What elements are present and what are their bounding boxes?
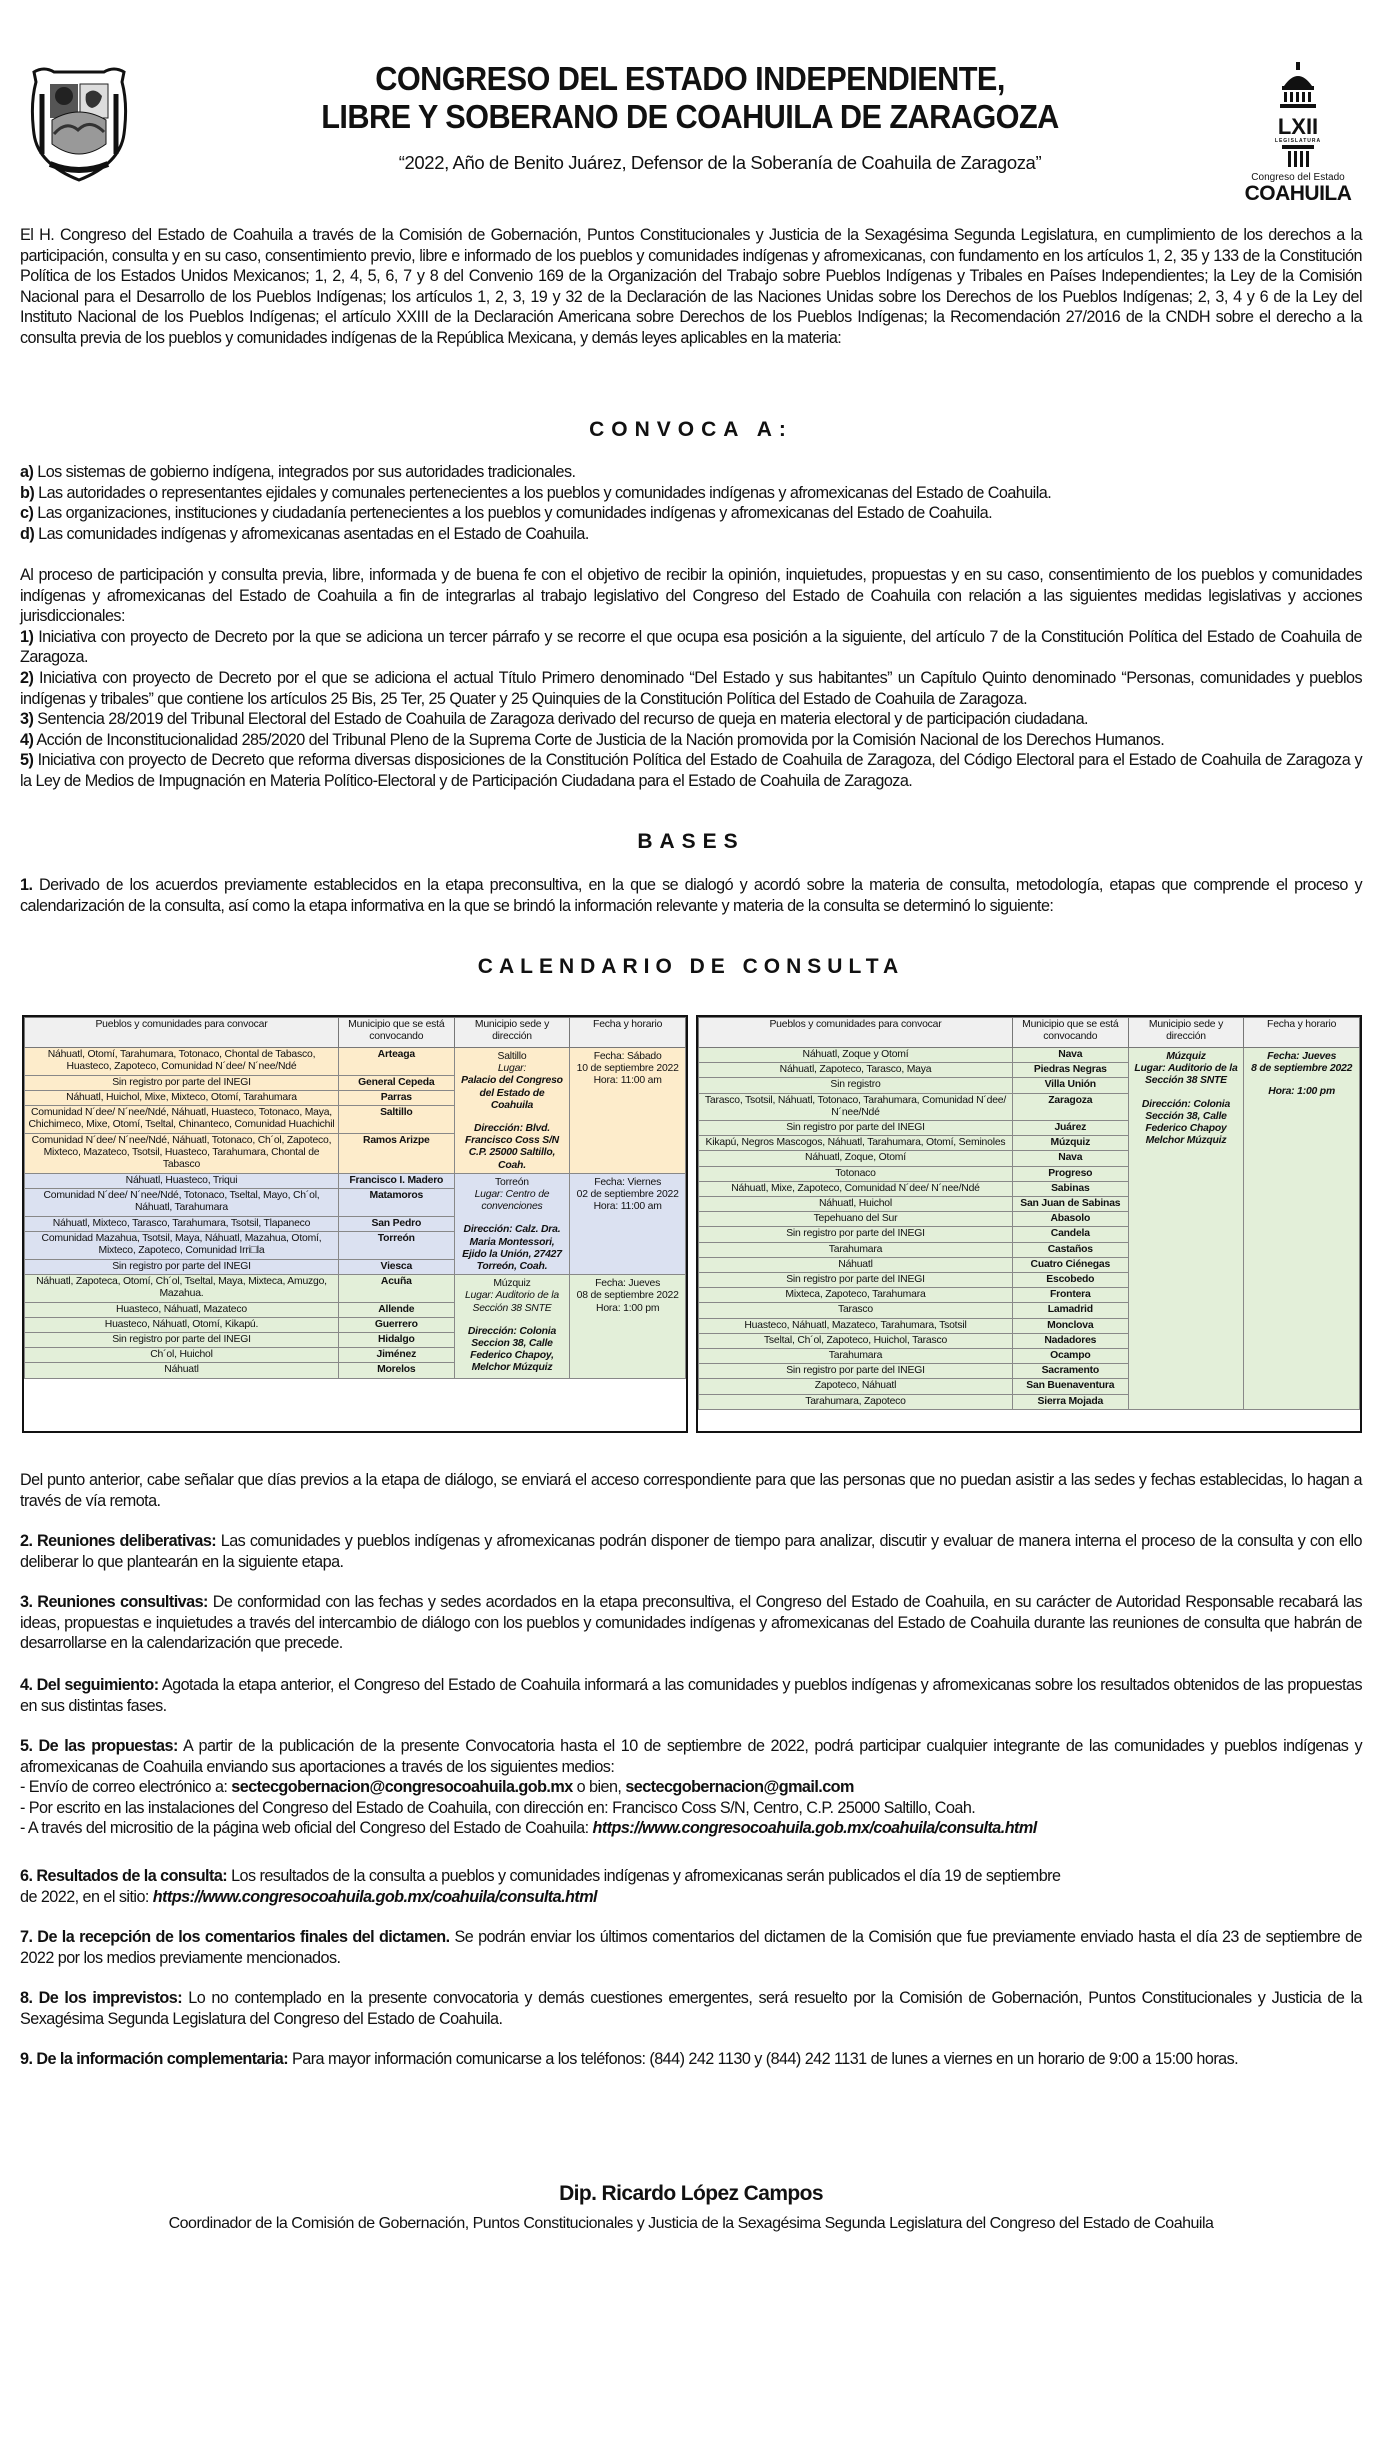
base-item-text: A partir de la publicación de la presente Convocatoria hasta el 10 de septiembre de 2022, podrá participar cualquier integrante de las comunidades y pueblos indígenas y afromexicanas de Coahuila enviando sus aportaciones a través de los siguientes medios: (20, 1737, 1362, 1776)
table-row (25, 1048, 686, 1076)
table-row (25, 1173, 686, 1188)
fecha-hora: Hora: 11:00 am (593, 1075, 662, 1087)
fecha-fecha: 10 de septiembre 2022 (576, 1063, 679, 1075)
cell-municipio: Juárez (1012, 1121, 1128, 1136)
page-title (234, 60, 1145, 136)
base-item-label: 6. Resultados de la consulta: (20, 1867, 228, 1885)
cell-municipio: Francisco I. Madero (338, 1173, 454, 1188)
medida-item-label: 3) (20, 710, 34, 729)
bases-item-label: 1. (20, 876, 33, 894)
header-pueblos: Pueblos y comunidades para convocar (25, 1018, 339, 1048)
convoca-list (20, 462, 1362, 544)
medida-item-text: Sentencia 28/2019 del Tribunal Electoral del Estado de Coahuila de Zaragoza derivado del recurso de queja en materia electoral y de participación ciudadana. (33, 710, 1089, 729)
cell-pueblos: Comunidad N´dee/ N´nee/Ndé, Náhuatl, Totonaco, Ch´ol, Zapoteco, Mixteco, Mazateco, Tsotsil, Huasteco, Tarahumara, Chontal de Tabasco (25, 1133, 339, 1173)
cell-fecha (570, 1275, 686, 1378)
cell-municipio: Abasolo (1012, 1212, 1128, 1227)
cell-pueblos: Totonaco (699, 1166, 1013, 1181)
sede-direccion: Dirección: Blvd. Francisco Coss S/N C.P. 25000 Saltillo, Coah. (464, 1123, 559, 1171)
cell-pueblos: Ch´ol, Huichol (25, 1348, 339, 1363)
header-municipio: Municipio que se está convocando (338, 1018, 454, 1048)
convoca-item-text: Las organizaciones, instituciones y ciudadanía pertenecientes a los pueblos y comunidades indígenas y afromexicanas del Estado de Coahuila. (33, 504, 993, 523)
cell-municipio: Múzquiz (1012, 1136, 1128, 1151)
convoca-item-text: Las comunidades indígenas y afromexicanas asentadas en el Estado de Coahuila. (34, 524, 589, 543)
cell-pueblos: Tseltal, Ch´ol, Zapoteco, Huichol, Tarasco (699, 1333, 1013, 1348)
medida-item (20, 709, 1362, 730)
cell-pueblos: Náhuatl (699, 1257, 1013, 1272)
cell-municipio: Zaragoza (1012, 1093, 1128, 1120)
logo-sub: LEGISLATURA (1274, 138, 1322, 144)
calendar-table-right (696, 1015, 1362, 1433)
fecha-fecha: 02 de septiembre 2022 (576, 1189, 679, 1201)
cell-municipio: Acuña (338, 1275, 454, 1302)
cell-municipio: Morelos (338, 1363, 454, 1378)
convoca-item-label: b) (20, 483, 35, 502)
congreso-coahuila-logo (1238, 62, 1358, 205)
cell-municipio: Castaños (1012, 1242, 1128, 1257)
cell-pueblos: Tarasco (699, 1303, 1013, 1318)
cell-sede (454, 1048, 570, 1174)
convoca-item-text: Los sistemas de gobierno indígena, integrados por sus autoridades tradicionales. (33, 463, 576, 481)
table-row (699, 1048, 1360, 1063)
cell-municipio: San Pedro (338, 1216, 454, 1231)
sede-ciudad: Saltillo (497, 1051, 527, 1062)
cell-municipio: Monclova (1012, 1318, 1128, 1333)
logo-numeral: LXII (1277, 114, 1319, 139)
cell-municipio: San Buenaventura (1012, 1379, 1128, 1394)
cell-pueblos: Náhuatl (25, 1363, 339, 1378)
cell-municipio: General Cepeda (338, 1075, 454, 1090)
proceso-intro: Al proceso de participación y consulta previa, libre, informada y de buena fe con el objetivo de recibir la opinión, inquietudes, propuestas y en su caso, consentimiento de los pueblos y comunidades indígenas y afromexicanas del Estado de Coahuila a fin de integrarlas al trabajo legislativo del Congreso del Estado de Coahuila con relación a las siguientes medidas legislativas y acciones jurisdiccionales: (20, 566, 1362, 626)
cell-pueblos: Náhuatl, Huichol (699, 1197, 1013, 1212)
cell-municipio: Hidalgo (338, 1333, 454, 1348)
base-item-label: 7. De la recepción de los comentarios finales del dictamen. (20, 1928, 450, 1946)
base-item-label: 4. Del seguimiento: (20, 1676, 159, 1694)
email-prefix: - Envío de correo electrónico a: (20, 1778, 232, 1797)
web-prefix: - A través del micrositio de la página web oficial del Congreso del Estado de Coahuila: (20, 1819, 593, 1838)
base-item-8 (20, 1988, 1362, 2029)
cell-municipio: Progreso (1012, 1166, 1128, 1181)
logo-line-1: Congreso del Estado (1251, 172, 1345, 183)
medida-item-text: Iniciativa con proyecto de Decreto por el que se adiciona el actual Título Primero denominado “Del Estado y sus habitantes” un Capítulo Quinto denominado “Personas, comunidades y pueblos indígenas y tribales” que contiene los artículos 25 Bis, 25 Ter, 25 Quater y 25 Quinquies de la Constitución Política del Estado de Coahuila de Zaragoza. (20, 668, 1362, 708)
cell-municipio: Allende (338, 1302, 454, 1317)
base-item-5 (20, 1736, 1362, 1839)
medida-item (20, 730, 1362, 751)
sede-direccion: Dirección: Colonia Seccion 38, Calle Federico Chapoy, Melchor Múzquiz (467, 1325, 557, 1374)
cell-pueblos: Náhuatl, Zapoteco, Tarasco, Maya (699, 1063, 1013, 1078)
results-link[interactable]: https://www.congresocoahuila.gob.mx/coahuila/consulta.html (152, 1887, 597, 1906)
base-item-4 (20, 1675, 1362, 1716)
bases-item-text: Derivado de los acuerdos previamente establecidos en la etapa preconsultiva, en la que se dialogó y acordó sobre la materia de consulta, metodología, etapas que comprende el proceso y calendarización de la consulta, así como la etapa informativa en la que se brindó la información relevante y materia de la consulta se determinó lo siguiente: (20, 876, 1362, 915)
cell-pueblos: Sin registro por parte del INEGI (25, 1259, 339, 1274)
column-icon (1278, 145, 1318, 167)
resultados-text-2: de 2022, en el sitio: (20, 1887, 153, 1906)
sede-lugar: Lugar: Auditorio de la Sección 38 SNTE (464, 1290, 559, 1314)
base-item-text: Los resultados de la consulta a pueblos y comunidades indígenas y afromexicanas serán publicados el día 19 de septiembre (227, 1867, 1061, 1885)
fecha-fecha: 08 de septiembre 2022 (576, 1290, 679, 1302)
cell-municipio: Candela (1012, 1227, 1128, 1242)
convoca-item (20, 503, 1362, 524)
cell-pueblos: Comunidad N´dee/ N´nee/Ndé, Náhuatl, Huasteco, Totonaco, Maya, Chichimeco, Mixe, Otomí, Tseltal, Chinanteco, Comunidad Huachichil (25, 1106, 339, 1134)
medida-item-label: 1) (20, 627, 34, 646)
title-line-1: CONGRESO DEL ESTADO INDEPENDIENTE, (375, 60, 1005, 97)
cell-pueblos: Náhuatl, Zapoteca, Otomí, Ch´ol, Tseltal, Maya, Mixteca, Amuzgo, Mazahua. (25, 1275, 339, 1302)
cell-pueblos: Náhuatl, Mixteco, Tarasco, Tarahumara, Tsotsil, Tlapaneco (25, 1216, 339, 1231)
medida-item-label: 4) (20, 730, 34, 749)
cell-municipio: Ramos Arizpe (338, 1133, 454, 1173)
email-link-2[interactable]: sectecgobernacion@gmail.com (625, 1778, 854, 1797)
header-pueblos: Pueblos y comunidades para convocar (699, 1018, 1013, 1048)
seal-icon (24, 64, 134, 184)
header-sede: Municipio sede y dirección (454, 1018, 570, 1048)
base-item-text: De conformidad con las fechas y sedes acordados en la etapa preconsultiva, el Congreso del Estado de Coahuila, en su carácter de Autoridad Responsable recabará las ideas, propuestas e inquietudes a través del intercambio de diálogo con los pueblos y comunidades indígenas y afromexicanas del Estado de Coahuila durante las reuniones de consulta que habrán de desarrollarse en la calendarización que precede. (20, 1593, 1362, 1653)
fecha-dia: Fecha: Jueves (1267, 1051, 1337, 1062)
document-header (0, 40, 1382, 205)
cell-pueblos: Náhuatl, Zoque, Otomí (699, 1151, 1013, 1166)
base-item-text: Lo no contemplado en la presente convocatoria y demás cuestiones emergentes, será resuelto por la Comisión de Gobernación, Puntos Constitucionales y Justicia de la Sexagésima Segunda Legislatura del Congreso del Estado de Coahuila. (20, 1989, 1362, 2028)
cell-pueblos: Huasteco, Náhuatl, Mazateco, Tarahumara, Tsotsil (699, 1318, 1013, 1333)
fecha-fecha: 8 de septiembre 2022 (1251, 1063, 1353, 1075)
cell-municipio: Saltillo (338, 1106, 454, 1134)
cell-pueblos: Zapoteco, Náhuatl (699, 1379, 1013, 1394)
base-item-7 (20, 1927, 1362, 1968)
remote-note: Del punto anterior, cabe señalar que días previos a la etapa de diálogo, se enviará el acceso correspondiente para que las personas que no puedan asistir a las sedes y fechas establecidas, lo hagan a través de vía remota. (20, 1471, 1362, 1510)
cell-municipio: Escobedo (1012, 1273, 1128, 1288)
cell-municipio: Ocampo (1012, 1349, 1128, 1364)
base-item-label: 2. Reuniones deliberativas: (20, 1532, 217, 1550)
calendario-heading: CALENDARIO DE CONSULTA (477, 955, 905, 978)
cell-municipio: Nava (1012, 1048, 1128, 1063)
cell-fecha (570, 1173, 686, 1274)
base-item-6 (20, 1866, 1362, 1907)
medida-item-label: 2) (20, 668, 34, 687)
convoca-item-text: Las autoridades o representantes ejidales y comunales pertenecientes a los pueblos y comunidades indígenas y afromexicanas del Estado de Coahuila. (34, 483, 1052, 502)
cell-pueblos: Kikapú, Negros Mascogos, Náhuatl, Tarahumara, Otomí, Seminoles (699, 1136, 1013, 1151)
title-line-2: LIBRE Y SOBERANO DE COAHUILA DE ZARAGOZA (321, 98, 1059, 135)
convoca-item-label: a) (20, 463, 34, 481)
sede-lugar-label: Lugar: (497, 1063, 527, 1075)
cell-municipio: Guerrero (338, 1317, 454, 1332)
medida-item-text: Acción de Inconstitucionalidad 285/2020 del Tribunal Pleno de la Suprema Corte de Justicia de la Nación promovida por la Comisión Nacional de los Derechos Humanos. (33, 730, 1165, 749)
fecha-dia: Fecha: Jueves (595, 1278, 661, 1290)
medida-item-text: Iniciativa con proyecto de Decreto que reforma diversas disposiciones de la Constitución Política del Estado de Coahuila de Zaragoza, del Código Electoral para el Estado de Coahuila de Zaragoza y la Ley de Medios de Impugnación en Materia Político-Electoral y de Participación Ciudadana para el Estado de Coahuila de Zaragoza. (20, 751, 1362, 790)
medida-item (20, 750, 1362, 791)
cell-municipio: Arteaga (338, 1048, 454, 1076)
cell-pueblos: Náhuatl, Zoque y Otomí (699, 1048, 1013, 1063)
sede-lugar: Lugar: Centro de convenciones (474, 1189, 550, 1213)
cell-pueblos: Sin registro por parte del INEGI (699, 1227, 1013, 1242)
convoca-item-label: c) (20, 504, 34, 523)
header-sede: Municipio sede y dirección (1128, 1018, 1244, 1048)
cell-pueblos: Náhuatl, Huichol, Mixe, Mixteco, Otomí, Tarahumara (25, 1090, 339, 1105)
base-item-label: 3. Reuniones consultivas: (20, 1593, 208, 1611)
header-municipio: Municipio que se está convocando (1012, 1018, 1128, 1048)
cell-pueblos: Sin registro por parte del INEGI (699, 1364, 1013, 1379)
cell-municipio: Nadadores (1012, 1333, 1128, 1348)
cell-pueblos: Tarahumara (699, 1349, 1013, 1364)
cell-municipio: Matamoros (338, 1189, 454, 1217)
cell-pueblos: Tarasco, Tsotsil, Náhuatl, Totonaco, Tarahumara, Comunidad N´dee/ N´nee/Ndé (699, 1093, 1013, 1120)
cell-municipio: Piedras Negras (1012, 1063, 1128, 1078)
cell-sede (1128, 1048, 1244, 1410)
web-link[interactable]: https://www.congresocoahuila.gob.mx/coahuila/consulta.html (592, 1819, 1037, 1838)
sede-direccion: Dirección: Colonia Sección 38, Calle Federico Chapoy Melchor Múzquiz (1141, 1098, 1231, 1147)
base-item-label: 9. De la información complementaria: (20, 2050, 289, 2068)
escrito-line: - Por escrito en las instalaciones del Congreso del Estado de Coahuila, con dirección en: Francisco Coss S/N, Centro, C.P. 25000 Saltillo, Coah. (20, 1798, 976, 1817)
cell-pueblos: Náhuatl, Mixe, Zapoteco, Comunidad N´dee/ N´nee/Ndé (699, 1181, 1013, 1196)
capitol-dome-icon (1268, 62, 1328, 114)
calendar-table-left (22, 1015, 688, 1433)
cell-pueblos: Sin registro por parte del INEGI (25, 1333, 339, 1348)
cell-sede (454, 1275, 570, 1378)
cell-pueblos: Tepehuano del Sur (699, 1212, 1013, 1227)
convoca-item (20, 462, 1362, 483)
convoca-item (20, 483, 1362, 504)
sede-lugar: Palacio del Congreso del Estado de Coahuila (461, 1075, 563, 1111)
base-item-label: 8. De los imprevistos: (20, 1989, 183, 2007)
bases-item-1 (20, 875, 1362, 916)
convoca-heading: CONVOCA A: (589, 418, 793, 441)
cell-pueblos: Comunidad N´dee/ N´nee/Ndé, Totonaco, Tseltal, Mayo, Ch´ol, Náhuatl, Tarahumara (25, 1189, 339, 1217)
cell-pueblos: Sin registro por parte del INEGI (25, 1075, 339, 1090)
sede-ciudad: Múzquiz (1166, 1051, 1206, 1062)
base-item-text: Se podrán enviar los últimos comentarios del dictamen de la Comisión que fue previamente enviado hasta el día 23 de septiembre de 2022 por los medios previamente mencionados. (20, 1928, 1362, 1967)
cell-fecha (570, 1048, 686, 1174)
cell-pueblos: Tarahumara, Zapoteco (699, 1394, 1013, 1409)
cell-municipio: Sierra Mojada (1012, 1394, 1128, 1409)
logo-line-2: COAHUILA (1244, 182, 1352, 205)
header-fecha: Fecha y horario (570, 1018, 686, 1048)
sede-lugar: Lugar: Auditorio de la Sección 38 SNTE (1134, 1063, 1238, 1087)
cell-pueblos: Huasteco, Náhuatl, Mazateco (25, 1302, 339, 1317)
cell-municipio: Villa Unión (1012, 1078, 1128, 1093)
base-item-text: Agotada la etapa anterior, el Congreso del Estado de Coahuila informará a las comunidades y pueblos indígenas y afromexicanas sobre los resultados obtenidos de las propuestas en sus distintas fases. (20, 1676, 1362, 1715)
cell-municipio: Sacramento (1012, 1364, 1128, 1379)
bases-heading: BASES (637, 830, 745, 853)
cell-municipio: San Juan de Sabinas (1012, 1197, 1128, 1212)
header-fecha: Fecha y horario (1244, 1018, 1360, 1048)
fecha-hora: Hora: 11:00 am (593, 1201, 662, 1213)
cell-municipio: Sabinas (1012, 1181, 1128, 1196)
sede-ciudad: Múzquiz (493, 1278, 531, 1290)
base-item-label: 5. De las propuestas: (20, 1737, 178, 1755)
cell-fecha (1244, 1048, 1360, 1410)
cell-pueblos: Tarahumara (699, 1242, 1013, 1257)
fecha-dia: Fecha: Sábado (593, 1051, 662, 1062)
convoca-item-label: d) (20, 524, 35, 543)
intro-paragraph: El H. Congreso del Estado de Coahuila a través de la Comisión de Gobernación, Puntos Constitucionales y Justicia de la Sexagésima Segunda Legislatura, en cumplimiento de los derechos a la participación, consulta y en su caso, consentimiento previo, libre e informado de los pueblos y comunidades indígenas y afromexicanas, con fundamento en los artículos 1, 2, 35 y 133 de la Constitución Política de los Estados Unidos Mexicanos; 1, 2, 4, 5, 6, 7 y 8 del Convenio 169 de la Organización del Trabajo sobre Pueblos Indígenas y Tribales en Países Independientes; la Ley de la Comisión Nacional para el Desarrollo de los Pueblos Indígenas; los artículos 1, 2, 3, 19 y 32 de la Declaración de las Naciones Unidas sobre los Derechos de los Pueblos Indígenas; 2, 3, 4 y 6 de la Ley del Instituto Nacional de los Pueblos Indígenas; el artículo XXIII de la Declaración Americana sobre Derechos de los Pueblos Indígenas; la Recomendación 27/2016 de la CNDH sobre el derecho a la consulta previa de los pueblos y comunidades indígenas de la República Mexicana, y demás leyes aplicables en la materia: (20, 226, 1362, 347)
cell-sede (454, 1173, 570, 1274)
proceso-section (20, 565, 1362, 792)
cell-pueblos: Náhuatl, Huasteco, Triqui (25, 1173, 339, 1188)
medida-item (20, 627, 1362, 668)
table-header-row (699, 1018, 1360, 1048)
email-link-1[interactable]: sectecgobernacion@congresocoahuila.gob.mx (231, 1778, 573, 1797)
cell-pueblos: Mixteca, Zapoteco, Tarahumara (699, 1288, 1013, 1303)
cell-municipio: Lamadrid (1012, 1303, 1128, 1318)
motto: “2022, Año de Benito Juárez, Defensor de la Soberanía de Coahuila de Zaragoza” (398, 152, 1042, 173)
base-item-2 (20, 1531, 1362, 1572)
medida-item-label: 5) (20, 751, 34, 770)
signature-name: Dip. Ricardo López Campos (559, 2182, 823, 2205)
cell-municipio: Nava (1012, 1151, 1128, 1166)
medida-item (20, 668, 1362, 709)
cell-municipio: Viesca (338, 1259, 454, 1274)
base-item-9 (20, 2049, 1362, 2070)
cell-municipio: Torreón (338, 1232, 454, 1260)
fecha-hora: Hora: 1:00 pm (596, 1302, 660, 1314)
cell-municipio: Jiménez (338, 1348, 454, 1363)
base-item-text: Las comunidades y pueblos indígenas y afromexicanas podrán disponer de tiempo para analizar, discutir y evaluar de manera interna el proceso de la consulta y con ello deliberar lo que plantearán en la siguiente etapa. (20, 1532, 1362, 1571)
cell-pueblos: Comunidad Mazahua, Tsotsil, Maya, Náhuatl, Mazahua, Otomí, Mixteco, Zapoteco, Comunidad Irri□la (25, 1232, 339, 1260)
coahuila-coat-of-arms-seal (24, 64, 134, 184)
sede-ciudad: Torreón (495, 1176, 529, 1188)
table-header-row (25, 1018, 686, 1048)
fecha-hora: Hora: 1:00 pm (1268, 1086, 1335, 1098)
cell-pueblos: Náhuatl, Otomí, Tarahumara, Totonaco, Chontal de Tabasco, Huasteco, Zapoteco, Comunidad N´dee/ N´nee/Ndé (25, 1048, 339, 1076)
cell-pueblos: Sin registro por parte del INEGI (699, 1273, 1013, 1288)
table-row (25, 1275, 686, 1302)
email-mid: o bien, (572, 1778, 626, 1797)
cell-pueblos: Huasteco, Náhuatl, Otomí, Kikapú. (25, 1317, 339, 1332)
cell-municipio: Cuatro Ciénegas (1012, 1257, 1128, 1272)
medida-item-text: Iniciativa con proyecto de Decreto por la que se adiciona un tercer párrafo y se recorre el que ocupa esa posición a la siguiente, del artículo 7 de la Constitución Política del Estado de Coahuila de Zaragoza. (20, 627, 1362, 667)
cell-municipio: Parras (338, 1090, 454, 1105)
sede-direccion: Dirección: Calz. Dra. Maria Montessori, Ejido la Unión, 27427 Torreón, Coah. (462, 1224, 562, 1273)
convoca-item (20, 524, 1362, 545)
cell-pueblos: Sin registro (699, 1078, 1013, 1093)
cell-municipio: Frontera (1012, 1288, 1128, 1303)
fecha-dia: Fecha: Viernes (594, 1176, 662, 1188)
cell-pueblos: Sin registro por parte del INEGI (699, 1121, 1013, 1136)
base-item-text: Para mayor información comunicarse a los teléfonos: (844) 242 1130 y (844) 242 1131 de lunes a viernes en un horario de 9:00 a 15:00 horas. (288, 2050, 1239, 2068)
signature-role: Coordinador de la Comisión de Gobernación, Puntos Constitucionales y Justicia de la Sexagésima Segunda Legislatura del Congreso del Estado de Coahuila (168, 2215, 1214, 2232)
base-item-3 (20, 1592, 1362, 1654)
